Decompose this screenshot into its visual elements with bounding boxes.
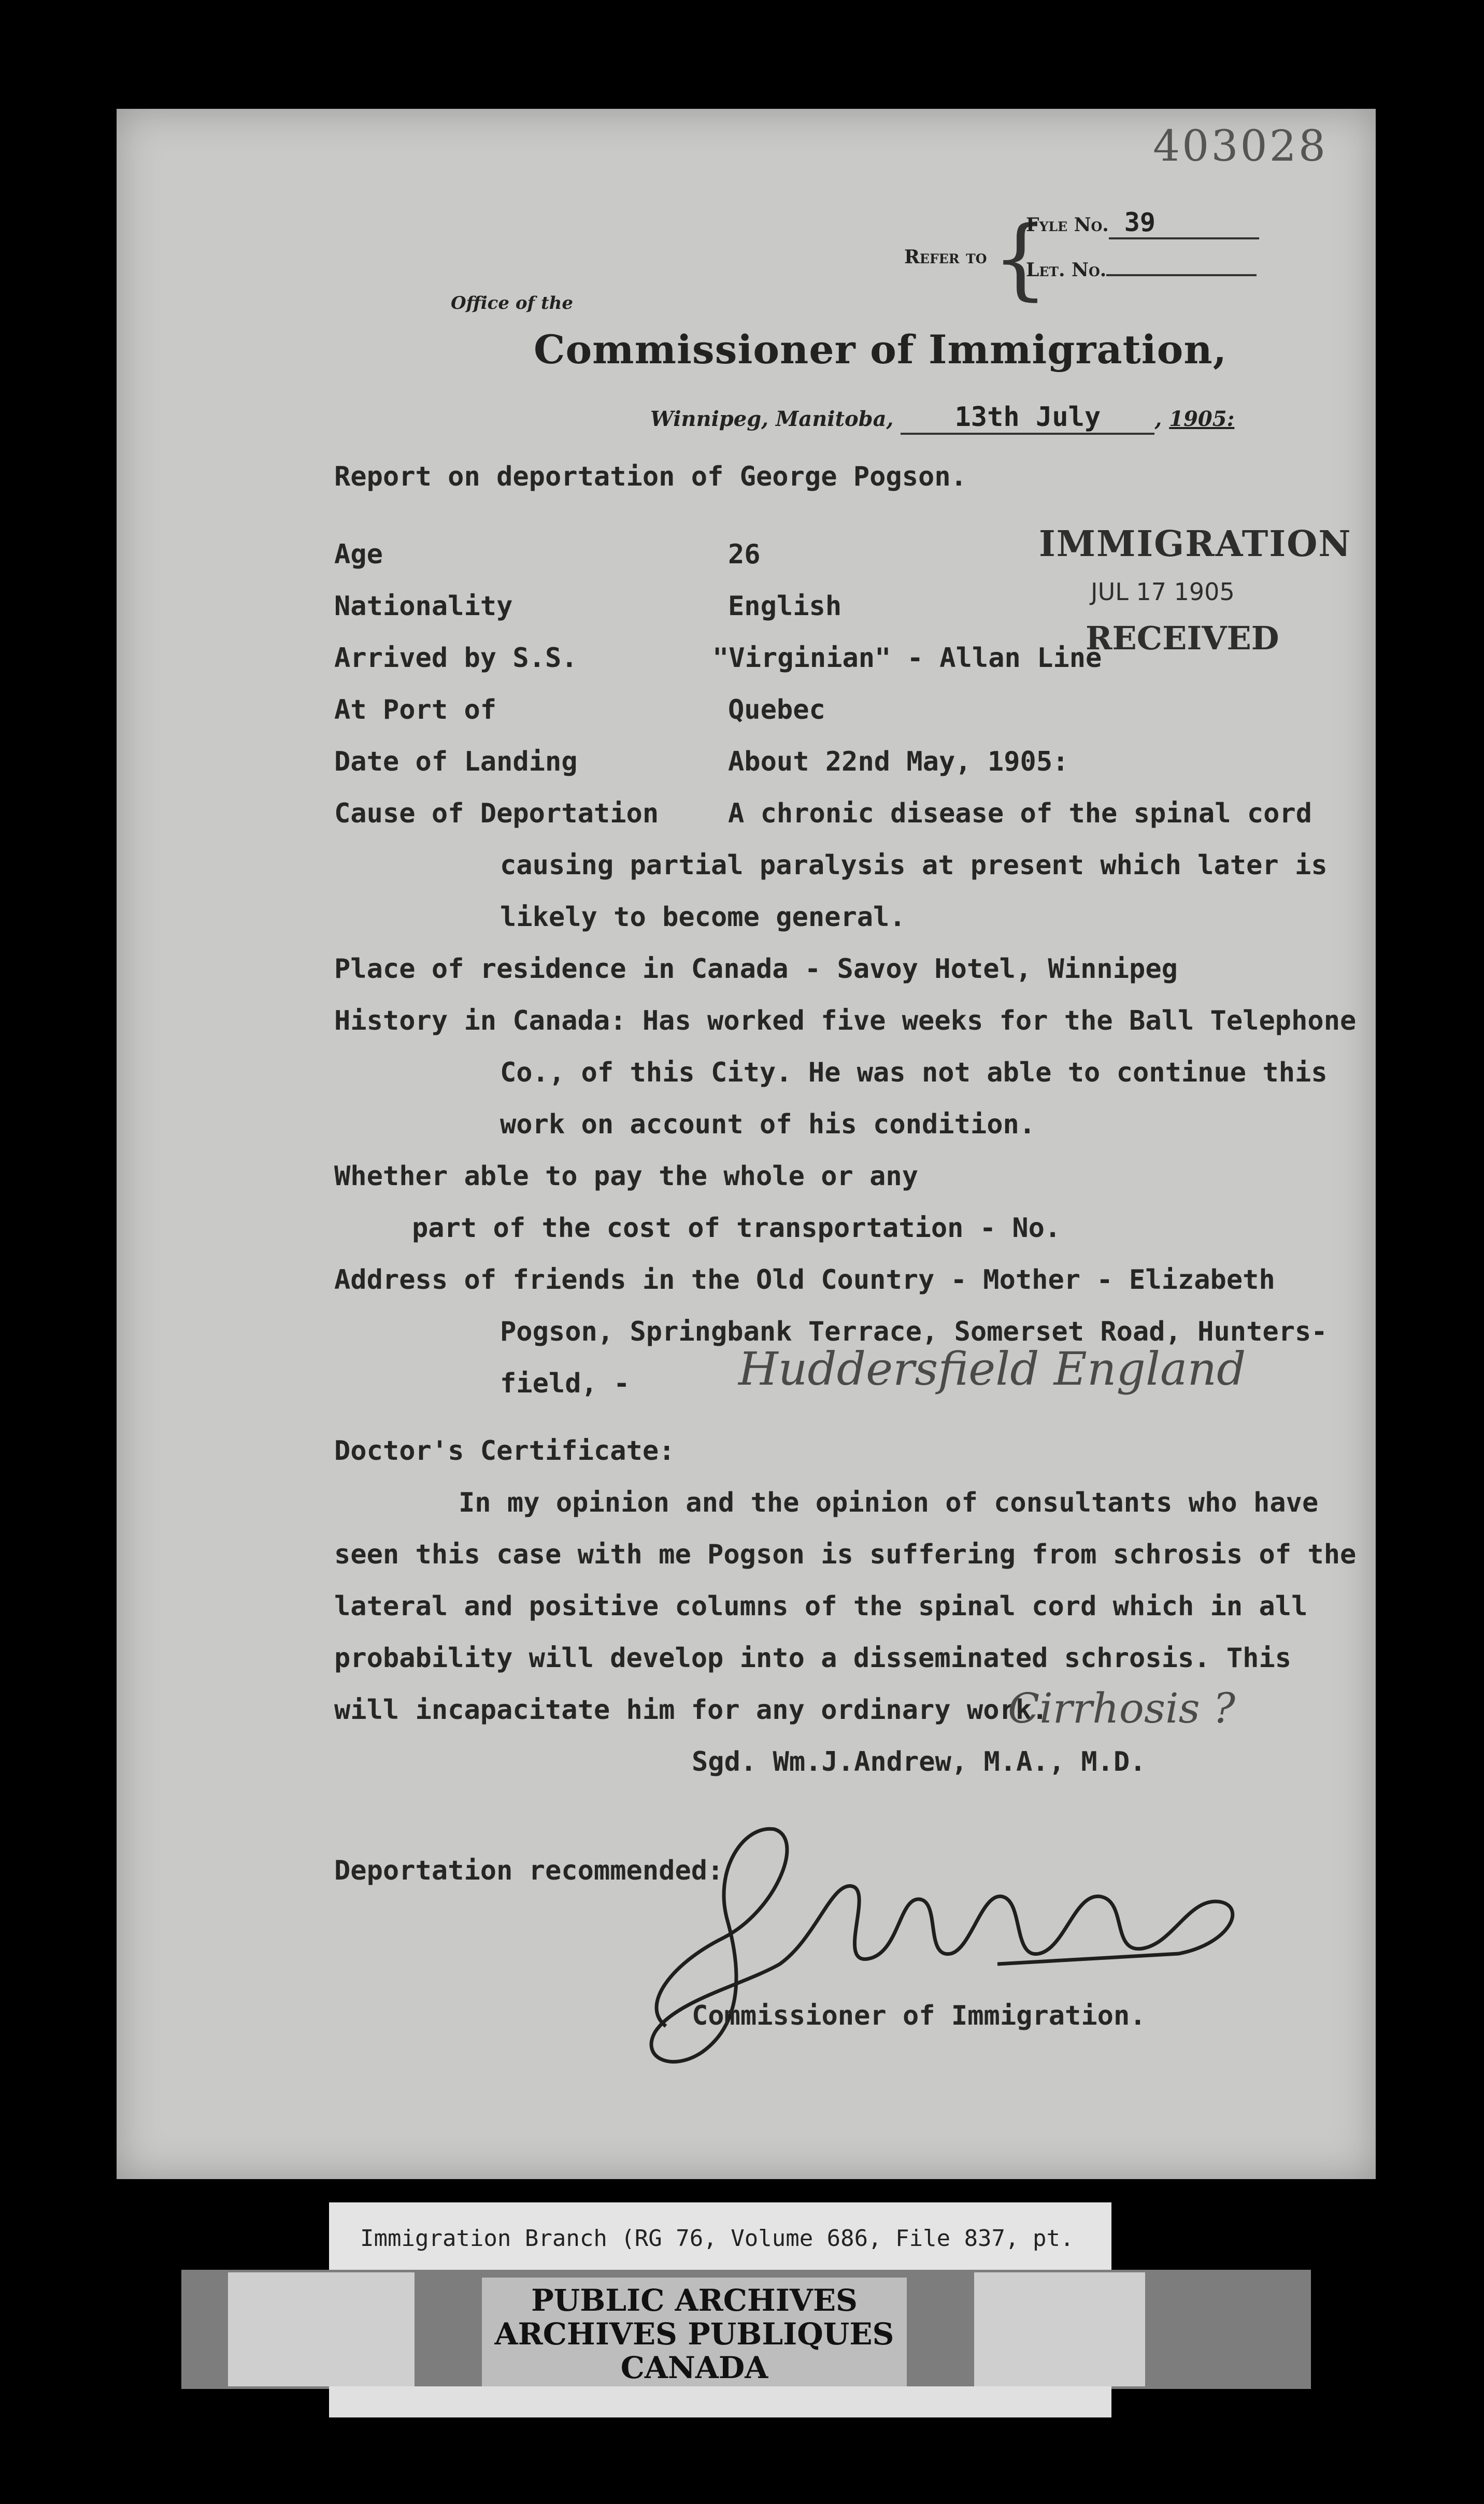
field-label-arrived-by: Arrived by S.S.: [334, 643, 578, 674]
document-page: [117, 109, 1376, 2179]
field-label-landing-date: Date of Landing: [334, 746, 578, 777]
office-of-label: Office of the: [451, 293, 574, 314]
doctor-text-line: In my opinion and the opinion of consultants who have: [459, 1487, 1319, 1518]
date-value: 13th July: [901, 402, 1154, 435]
doctor-text-line: probability will develop into a disseminated schrosis. This: [334, 1643, 1292, 1674]
stamp-immigration: IMMIGRATION: [1039, 523, 1352, 565]
field-value-landing-date: About 22nd May, 1905:: [728, 746, 1069, 777]
field-label-cause: Cause of Deportation: [334, 798, 659, 829]
address-line: Pogson, Springbank Terrace, Somerset Road, Hunters-: [500, 1316, 1328, 1347]
doctor-text-line: seen this case with me Pogson is suffering from schrosis of the: [334, 1539, 1357, 1570]
year-value: 1905:: [1169, 407, 1235, 431]
stamp-received: RECEIVED: [1086, 619, 1279, 657]
residence-line: Place of residence in Canada - Savoy Hotel, Winnipeg: [334, 954, 1178, 985]
cause-continuation: causing partial paralysis at present which later is: [500, 850, 1328, 881]
history-line: Co., of this City. He was not able to continue this: [500, 1057, 1328, 1088]
fyle-value: 39: [1109, 207, 1259, 239]
let-number-line: [1026, 259, 1257, 281]
handwritten-note: Cirrhosis ?: [1008, 1684, 1235, 1732]
archive-line-2: ARCHIVES PUBLIQUES: [494, 2316, 894, 2352]
field-value-cause: A chronic disease of the spinal cord: [728, 798, 1312, 829]
place-date-line: Winnipeg, Manitoba, 13th July , 1905:: [650, 402, 1234, 435]
archive-line-1: PUBLIC ARCHIVES: [531, 2283, 858, 2318]
report-subject: Report on deportation of George Pogson.: [334, 461, 967, 492]
place-label: Winnipeg, Manitoba,: [650, 407, 894, 431]
stamp-date: JUL 17 1905: [1091, 578, 1235, 606]
cause-continuation: likely to become general.: [500, 902, 906, 933]
address-line: Address of friends in the Old Country - Mother - Elizabeth: [334, 1264, 1275, 1296]
field-value-port: Quebec: [728, 694, 825, 725]
archive-bottom-strip: [329, 2386, 1111, 2417]
payment-line: Whether able to pay the whole or any: [334, 1161, 919, 1192]
field-value-nationality: English: [728, 591, 842, 622]
let-label: Let. No.: [1026, 259, 1107, 281]
signature-scrawl: [609, 1809, 1257, 2078]
field-label-port: At Port of: [334, 694, 497, 725]
fyle-label: Fyle No.: [1026, 214, 1109, 236]
archive-line-3: CANADA: [620, 2350, 768, 2385]
refer-to-label: Refer to: [904, 246, 987, 268]
address-line: field, -: [500, 1368, 630, 1399]
doctor-signature-line: Sgd. Wm.J.Andrew, M.A., M.D.: [692, 1746, 1146, 1777]
signatory-title: Commissioner of Immigration.: [692, 2000, 1146, 2031]
recommendation-label: Deportation recommended:: [334, 1855, 724, 1886]
brace-glyph: {: [992, 207, 1049, 310]
file-number: 403028: [1153, 122, 1328, 171]
history-line: History in Canada: Has worked five weeks for the Ball Telephone: [334, 1005, 1357, 1036]
handwritten-address: Huddersfield England: [738, 1342, 1246, 1396]
archive-tab-left: [228, 2272, 415, 2386]
archive-reference-label: Immigration Branch (RG 76, Volume 686, File 837, pt.: [329, 2202, 1111, 2275]
doctor-text-line: lateral and positive columns of the spinal cord which in all: [334, 1591, 1308, 1622]
doctor-text-line: will incapacitate him for any ordinary work.: [334, 1695, 1048, 1726]
archive-tab-right: [974, 2272, 1145, 2386]
history-line: work on account of his condition.: [500, 1109, 1036, 1140]
field-value-age: 26: [728, 539, 761, 570]
letterhead-title: Commissioner of Immigration,: [534, 326, 1228, 373]
field-label-age: Age: [334, 539, 383, 570]
let-value: [1106, 274, 1257, 276]
fyle-number-line: [1026, 207, 1259, 239]
field-label-nationality: Nationality: [334, 591, 513, 622]
doctor-certificate-heading: Doctor's Certificate:: [334, 1435, 675, 1467]
payment-line: part of the cost of transportation - No.: [412, 1213, 1061, 1244]
field-value-arrived-by: "Virginian" - Allan Line: [712, 643, 1102, 674]
